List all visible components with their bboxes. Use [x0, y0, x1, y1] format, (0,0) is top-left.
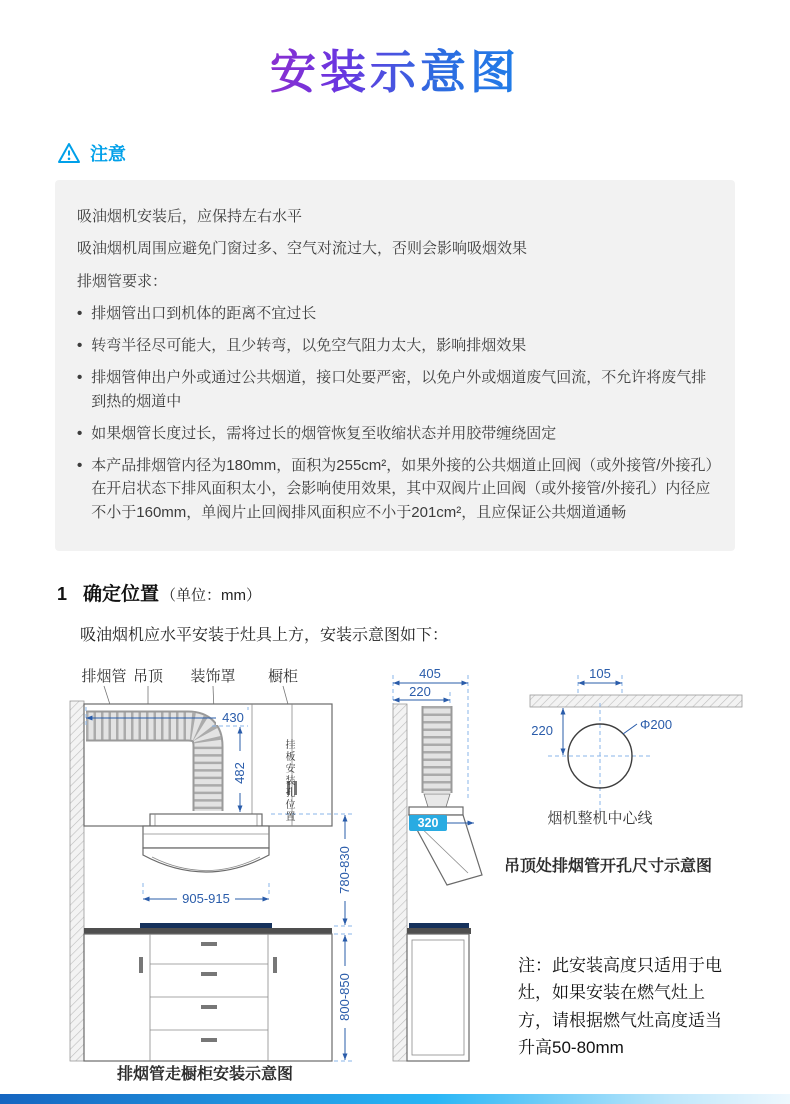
notice-paragraph: 吸油烟机安装后，应保持左右水平 [77, 208, 303, 225]
dim-905 [143, 883, 269, 906]
left-diagram [70, 667, 353, 1083]
notice-bullet [77, 366, 713, 413]
base-cabinet-side [407, 934, 469, 1061]
notice-box [55, 180, 735, 551]
label-duct: 排烟管 [81, 667, 127, 685]
decorative-cover [150, 814, 262, 826]
dim-220-side [531, 708, 563, 755]
left-caption: 排烟管走橱柜安装示意图 [116, 1065, 294, 1083]
bullet-text: • 排烟管伸出户外或通过公共烟道，接口处要严密，以免户外或烟道废气回流，不允许将废气排到热的烟道中 [91, 369, 707, 410]
warning-icon [57, 142, 81, 164]
notice-paragraph: 吸油烟机周围应避免门窗过多、空气对流过大，否则会影响吸烟效果 [77, 240, 528, 258]
dia-200-text: Φ200 [640, 716, 673, 732]
door-handle [273, 957, 277, 973]
installation-diagrams [0, 661, 790, 1104]
notice-paragraph: 排烟管要求： [77, 272, 168, 290]
plate-holes-label: 挂板安装孔位置 [283, 738, 294, 823]
section-heading [57, 579, 790, 606]
bullet-text: • 转弯半径尽可能大，且少转弯，以免空气阻力太大，影响排烟效果 [91, 337, 527, 354]
label-cover: 装饰罩 [190, 667, 236, 685]
section-unit: （单位：mm） [161, 586, 262, 604]
dim-220-top-text: 220 [409, 683, 431, 699]
notice-label: 注意 [90, 144, 126, 164]
bullet-text: • 如果烟管长度过长，需将过长的烟管恢复至收缩状态并用胶带缠绕固定 [91, 424, 557, 442]
label-ceiling: 吊顶 [132, 667, 164, 685]
dim-800-850 [334, 934, 353, 1061]
section-number: 1 [57, 583, 68, 604]
dim-482-text: 482 [232, 761, 247, 784]
dim-430-text: 430 [222, 709, 244, 725]
dim-dia200 [623, 717, 672, 734]
footer-gradient-bar [0, 1094, 790, 1104]
dim-320-text: 320 [417, 815, 439, 830]
notice-bullet [77, 454, 713, 524]
notice-bullet [77, 422, 713, 445]
dim-800-text: 800-850 [337, 972, 352, 1021]
exhaust-duct-side [424, 706, 450, 807]
page-title: 安装示意图 [270, 36, 520, 102]
section-intro: 吸油烟机应水平安装于灶具上方，安装示意图如下： [80, 626, 449, 644]
hood-front [143, 826, 269, 872]
base-cabinet [84, 934, 332, 1061]
wall-hatch [70, 701, 84, 1061]
drawer-handle [201, 972, 217, 976]
install-height-note: 注：此安装高度只适用于电灶，如果安装在燃气灶上方，请根据燃气灶高度适当升高50-80mm [518, 955, 722, 1058]
dim-780-text: 780-830 [337, 845, 352, 894]
drawer-handle [201, 1038, 217, 1042]
dim-780-830 [271, 814, 353, 926]
centerline-label: 烟机整机中心线 [547, 809, 653, 827]
cooktop [140, 923, 272, 928]
notice-bullet [77, 302, 713, 325]
ceiling-hatch [530, 695, 742, 707]
countertop-side [407, 928, 471, 934]
notice-bullet [77, 334, 713, 357]
bullet-text: • 本产品排烟管内径为180mm，面积为255cm²，如果外接的公共烟道止回阀（或外接管/外接孔）在开启状态下排风面积太小，会影响使用效果，其中双阀片止回阀（或外接管/外接孔）内径应不小于160mm，单阀片止回阀排风面积应不小于201cm²，且应保证公共烟道通畅 [91, 457, 713, 521]
door-handle [139, 957, 143, 973]
title-wrap [0, 0, 790, 102]
label-cabinet: 橱柜 [267, 667, 299, 685]
right-caption: 吊顶处排烟管开孔尺寸示意图 [503, 857, 713, 875]
bullet-text: • 排烟管出口到机体的距离不宜过长 [91, 304, 317, 322]
dim-105 [578, 666, 622, 695]
section-title: 确定位置 [83, 583, 160, 605]
dim-405-text: 405 [419, 665, 441, 681]
drawer-handle [201, 1005, 217, 1009]
countertop [84, 928, 332, 934]
drawer-handle [201, 942, 217, 946]
right-diagram [504, 666, 742, 875]
middle-diagram [393, 666, 482, 1061]
wall-hatch-side [393, 704, 407, 1061]
dim-220-side-text: 220 [531, 722, 553, 738]
cooktop-side [409, 923, 469, 928]
dim-905-text: 905-915 [182, 890, 230, 906]
dim-105-text: 105 [589, 665, 611, 681]
notice-header [57, 140, 790, 166]
